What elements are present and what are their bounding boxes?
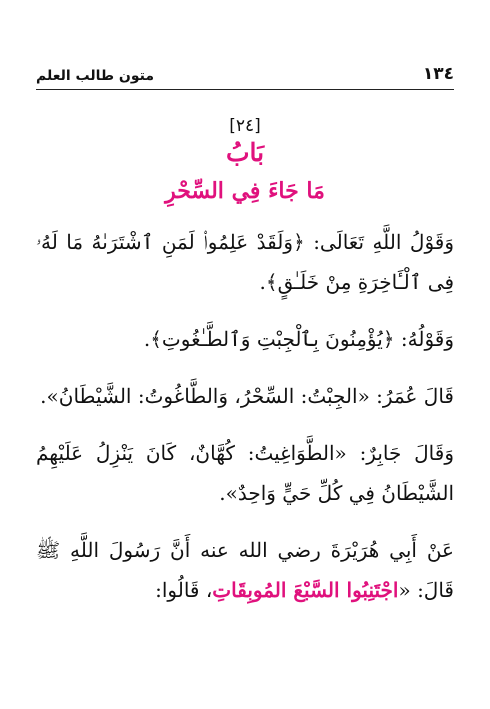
hadith-highlight: اجْتَنِبُوا السَّبْعَ المُوبِقَاتِ (212, 578, 399, 602)
chapter-title: مَا جَاءَ فِي السِّحْرِ (165, 178, 325, 204)
book-title: متون طالب العلم (36, 68, 155, 84)
hadith-intro: عَنْ أَبِي هُرَيْرَةَ رضي الله عنه أَنَّ رَسُولَ اللَّهِ ﷺ قَالَ: « (36, 538, 454, 602)
header-rule (36, 89, 454, 90)
paragraph: وَقَوْلُهُ: ﴿يُؤْمِنُونَ بِٱلْجِبْتِ وَٱلطَّـٰغُوتِ﴾. (143, 327, 454, 351)
page-header (36, 56, 454, 84)
body-text (36, 222, 454, 627)
paragraph: وَقَوْلُ اللَّهِ تَعَالَى: ﴿وَلَقَدْ عَلِمُوا۟ لَمَنِ ٱشْتَرَىٰهُ مَا لَهُۥ فِى ٱلْـَٔاخِرَةِ مِنْ خَلَـٰقٍ﴾. (36, 230, 454, 294)
paragraph: وَقَالَ جَابِرٌ: «الطَّوَاغِيتُ: كُهَّانٌ، كَانَ يَنْزِلُ عَلَيْهِمُ الشَّيْطَانُ فِي كُلِّ حَيٍّ وَاحِدٌ». (36, 441, 454, 505)
paragraph: قَالَ عُمَرُ: «الجِبْتُ: السِّحْرُ، وَالطَّاغُوتُ: الشَّيْطَانُ». (40, 384, 454, 408)
hadith-continuation: ، قَالُوا: (155, 578, 213, 602)
page-number: ١٣٤ (422, 64, 454, 84)
chapter-heading: بَابُ (225, 138, 265, 167)
chapter-number: [٢٤] (229, 116, 261, 136)
hadith-paragraph (36, 530, 454, 610)
